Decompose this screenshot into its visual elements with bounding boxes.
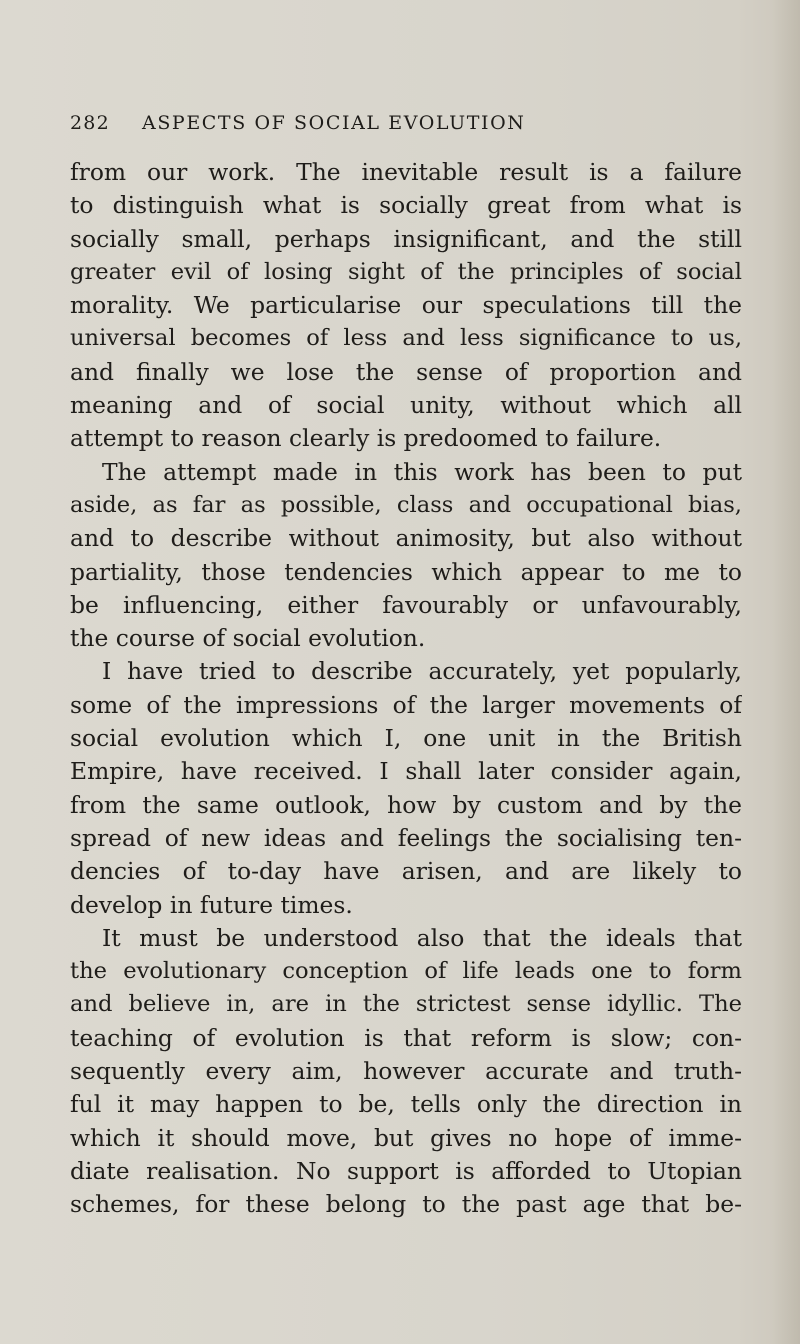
text-line: social evolution which I, one unit in the British bbox=[70, 724, 742, 753]
text-line: universal becomes of less and less significance to us, bbox=[70, 325, 742, 352]
text-line: diate realisation. No support is afforded to Utopian bbox=[70, 1156, 742, 1185]
text-line: be influencing, either favourably or unfavourably, bbox=[70, 590, 742, 619]
text-line: aside, as far as possible, class and occupational bias, bbox=[70, 491, 742, 518]
text-line: socially small, perhaps insignificant, and the still bbox=[70, 224, 742, 253]
text-line: I have tried to describe accurately, yet popularly, bbox=[102, 657, 742, 686]
text-line: the evolutionary conception of life leads one to form bbox=[70, 958, 742, 985]
text-line: from the same outlook, how by custom and by the bbox=[70, 790, 742, 819]
text-line: and believe in, are in the strictest sense idyllic. The bbox=[70, 991, 742, 1018]
text-line: and finally we lose the sense of proportion and bbox=[70, 357, 742, 386]
text-line: and to describe without animosity, but also without bbox=[70, 524, 742, 553]
text-line: spread of new ideas and feelings the socialising ten- bbox=[70, 823, 742, 852]
text-line: develop in future times. bbox=[70, 890, 353, 919]
text-line: which it should move, but gives no hope of imme- bbox=[70, 1123, 742, 1152]
text-line: ful it may happen to be, tells only the direction in bbox=[70, 1090, 742, 1119]
text-line: It must be understood also that the ideals that bbox=[102, 923, 742, 952]
text-line: meaning and of social unity, without which all bbox=[70, 391, 742, 420]
page-edge-shadow bbox=[772, 0, 800, 1344]
text-line: to distinguish what is socially great from what is bbox=[70, 191, 742, 220]
text-line: schemes, for these belong to the past age that be- bbox=[70, 1190, 742, 1219]
text-line: greater evil of losing sight of the principles of social bbox=[70, 258, 742, 285]
text-line: the course of social evolution. bbox=[70, 624, 426, 653]
text-line: Empire, have received. I shall later consider again, bbox=[70, 757, 742, 786]
running-header bbox=[70, 112, 690, 142]
text-line: attempt to reason clearly is predoomed to failure. bbox=[70, 424, 662, 453]
text-line: morality. We particularise our speculations till the bbox=[70, 291, 742, 320]
text-line: some of the impressions of the larger movements of bbox=[70, 690, 742, 719]
text-line: dencies of to-day have arisen, and are likely to bbox=[70, 857, 742, 886]
text-line: The attempt made in this work has been to put bbox=[102, 457, 742, 486]
text-line: sequently every aim, however accurate and truth- bbox=[70, 1057, 742, 1086]
page-number: 282 bbox=[70, 112, 110, 134]
text-line: teaching of evolution is that reform is slow; con- bbox=[70, 1023, 742, 1052]
text-line: partiality, those tendencies which appear to me to bbox=[70, 557, 742, 586]
text-line: from our work. The inevitable result is a failure bbox=[70, 158, 742, 186]
body-text bbox=[70, 156, 742, 1222]
running-title: ASPECTS OF SOCIAL EVOLUTION bbox=[142, 112, 526, 134]
